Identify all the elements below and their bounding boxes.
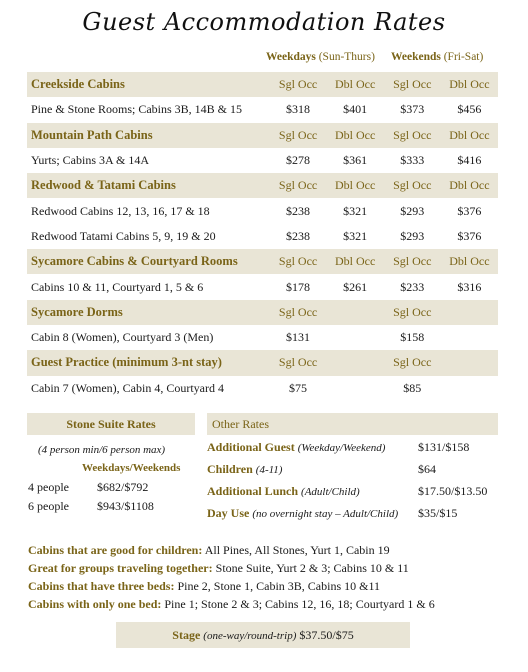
category-name: Mountain Path Cabins [27, 123, 270, 148]
cabin-note-label: Cabins with only one bed: [28, 597, 162, 611]
price-cell: $293 [400, 228, 425, 243]
cabin-note [28, 577, 435, 595]
stone-suite-row-value: $682/$792 [97, 480, 149, 494]
price-cell: $456 [457, 102, 482, 117]
price-cell: $416 [457, 153, 482, 168]
price-cell [441, 376, 498, 401]
occupancy-header: Dbl Occ [327, 249, 384, 274]
other-rate-value: $17.50/$13.50 [418, 484, 488, 498]
other-rate-value: $35/$15 [418, 506, 458, 520]
price-cell: $376 [457, 203, 482, 218]
cabin-note [28, 541, 435, 559]
other-rate-label: Additional Guest [207, 440, 295, 454]
weekends-header [391, 51, 483, 63]
occupancy-header: Sgl Occ [384, 123, 441, 148]
category-row [27, 249, 498, 274]
price-cell: $178 [286, 279, 311, 294]
rate-row [27, 325, 498, 350]
category-name: Creekside Cabins [27, 72, 270, 97]
stone-suite-row-label: 6 people [28, 499, 69, 513]
occupancy-header: Sgl Occ [384, 350, 441, 375]
rate-row [27, 97, 498, 122]
occupancy-header: Sgl Occ [384, 300, 441, 325]
price-cell [327, 376, 384, 401]
price-cell: $131 [286, 330, 311, 345]
occupancy-header: Dbl Occ [441, 72, 498, 97]
category-row [27, 350, 498, 375]
occupancy-header: Sgl Occ [270, 249, 327, 274]
category-row [27, 173, 498, 198]
occupancy-header: Dbl Occ [441, 173, 498, 198]
cabin-note-value: Pine 1; Stone 2 & 3; Cabins 12, 16, 18; Courtyard 1 & 6 [164, 597, 435, 611]
other-rate-note: (no overnight stay – Adult/Child) [252, 508, 399, 520]
stage-note: (one-way/round-trip) [203, 630, 297, 642]
category-name: Redwood & Tatami Cabins [27, 173, 270, 198]
cabin-notes [28, 541, 435, 613]
room-name: Pine & Stone Rooms; Cabins 3B, 14B & 15 [31, 102, 243, 117]
occupancy-header: Dbl Occ [441, 249, 498, 274]
rates-table [27, 72, 498, 401]
occupancy-header: Dbl Occ [441, 123, 498, 148]
occupancy-header: Sgl Occ [270, 173, 327, 198]
occupancy-header [327, 300, 384, 325]
other-rate-row [207, 462, 436, 477]
other-rate-row [207, 506, 458, 521]
other-rates-header: Other Rates [207, 413, 498, 435]
occupancy-header: Dbl Occ [327, 123, 384, 148]
weekdays-label: Weekdays [266, 51, 316, 63]
category-name: Sycamore Cabins & Courtyard Rooms [27, 249, 270, 274]
stone-suite-row-label: 4 people [28, 480, 69, 494]
price-cell: $75 [289, 380, 308, 395]
room-name: Cabin 7 (Women), Cabin 4, Courtyard 4 [31, 380, 225, 395]
cabin-note-value: Pine 2, Stone 1, Cabin 3B, Cabins 10 &11 [177, 579, 381, 593]
price-cell: $238 [286, 228, 311, 243]
occupancy-header: Sgl Occ [384, 173, 441, 198]
weekdays-range: (Sun-Thurs) [318, 51, 375, 63]
price-cell: $233 [400, 279, 425, 294]
price-cell: $373 [400, 102, 425, 117]
rate-row [27, 376, 498, 401]
rate-row [27, 198, 498, 223]
price-cell: $376 [457, 228, 482, 243]
category-row [27, 123, 498, 148]
cabin-note [28, 559, 435, 577]
category-row [27, 72, 498, 97]
price-cell: $158 [400, 330, 425, 345]
category-name: Sycamore Dorms [27, 300, 270, 325]
cabin-note-label: Great for groups traveling together: [28, 561, 213, 575]
rate-row [27, 274, 498, 299]
price-cell: $316 [457, 279, 482, 294]
category-row [27, 300, 498, 325]
price-cell: $321 [343, 228, 368, 243]
price-cell: $318 [286, 102, 311, 117]
price-cell: $401 [343, 102, 368, 117]
price-cell: $321 [343, 203, 368, 218]
other-rate-note: (Weekday/Weekend) [297, 442, 386, 454]
price-cell: $85 [403, 380, 422, 395]
stone-suite-row [28, 480, 149, 495]
other-rate-value: $131/$158 [418, 440, 470, 454]
cabin-note [28, 595, 435, 613]
room-name: Cabin 8 (Women), Courtyard 3 (Men) [31, 330, 214, 345]
other-rate-note: (Adult/Child) [301, 486, 360, 498]
stage-rate-box [116, 622, 410, 648]
cabin-note-label: Cabins that are good for children: [28, 543, 203, 557]
occupancy-header: Dbl Occ [327, 72, 384, 97]
occupancy-header: Sgl Occ [270, 123, 327, 148]
occupancy-header [327, 350, 384, 375]
room-name: Redwood Cabins 12, 13, 16, 17 & 18 [31, 203, 210, 218]
weekdays-header [266, 51, 375, 63]
occupancy-header: Sgl Occ [384, 72, 441, 97]
other-rate-label: Additional Lunch [207, 484, 299, 498]
other-rate-note: (4-11) [255, 464, 283, 476]
stage-label: Stage [172, 628, 201, 642]
stone-suite-row [28, 499, 154, 514]
price-cell: $238 [286, 203, 311, 218]
cabin-note-value: All Pines, All Stones, Yurt 1, Cabin 19 [204, 543, 390, 557]
occupancy-header [441, 350, 498, 375]
stone-suite-row-value: $943/$1108 [97, 499, 154, 513]
price-cell: $361 [343, 153, 368, 168]
occupancy-header [441, 300, 498, 325]
price-cell [441, 325, 498, 350]
other-rate-label: Day Use [207, 506, 250, 520]
occupancy-header: Dbl Occ [327, 173, 384, 198]
rates-table-body [27, 72, 498, 401]
rate-row [27, 224, 498, 249]
price-cell: $333 [400, 153, 425, 168]
price-cell: $278 [286, 153, 311, 168]
price-cell [327, 325, 384, 350]
occupancy-header: Sgl Occ [270, 300, 327, 325]
stone-suite-subhead: Weekdays/Weekends [82, 462, 181, 474]
weekends-label: Weekends [391, 51, 441, 63]
stone-suite-header: Stone Suite Rates [27, 413, 195, 435]
room-name: Cabins 10 & 11, Courtyard 1, 5 & 6 [31, 279, 204, 294]
room-name: Redwood Tatami Cabins 5, 9, 19 & 20 [31, 228, 216, 243]
cabin-note-value: Stone Suite, Yurt 2 & 3; Cabins 10 & 11 [215, 561, 409, 575]
occupancy-header: Sgl Occ [270, 72, 327, 97]
other-rate-row [207, 440, 470, 455]
price-cell: $293 [400, 203, 425, 218]
page-title: Guest Accommodation Rates [82, 8, 446, 36]
weekends-range: (Fri-Sat) [443, 51, 484, 63]
stage-value: $37.50/$75 [299, 628, 354, 642]
stone-suite-note: (4 person min/6 person max) [38, 444, 166, 456]
price-cell: $261 [343, 279, 368, 294]
occupancy-header: Sgl Occ [270, 350, 327, 375]
room-name: Yurts; Cabins 3A & 14A [31, 153, 150, 168]
other-rate-label: Children [207, 462, 253, 476]
other-rate-row [207, 484, 488, 499]
category-name: Guest Practice (minimum 3-nt stay) [27, 350, 270, 375]
cabin-note-label: Cabins that have three beds: [28, 579, 175, 593]
rate-row [27, 148, 498, 173]
other-rate-value: $64 [418, 462, 436, 476]
occupancy-header: Sgl Occ [384, 249, 441, 274]
